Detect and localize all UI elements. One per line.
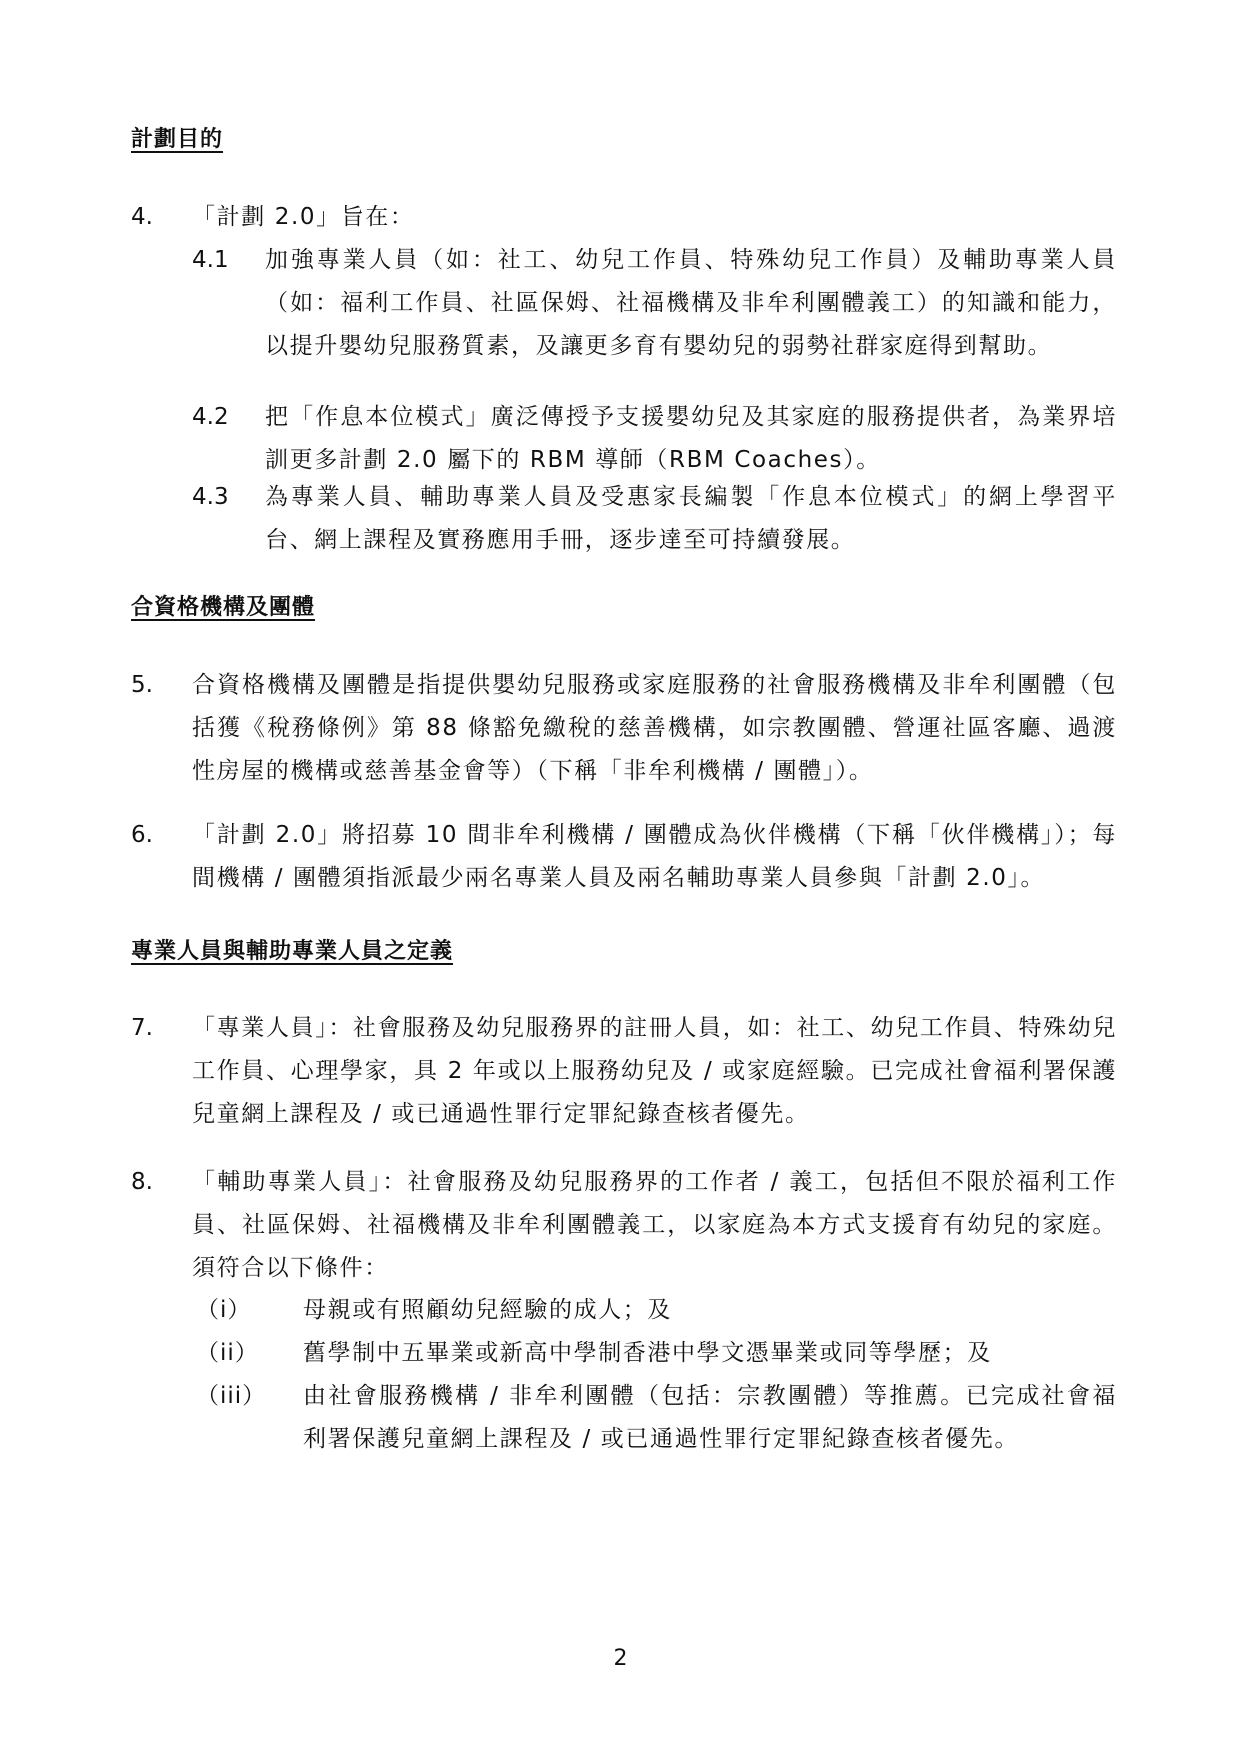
section-heading-eligible: 合資格機構及團體 [131,595,316,620]
sub-item-number-4-1: 4.1 [192,247,229,273]
item-text-8: 「輔助專業人員」：社會服務及幼兒服務界的工作者 / 義工，包括但不限於福利工作員、社區保姆、社福機構及非牟利團體義工，以家庭為本方式支援育有幼兒的家庭。須符合以下條件： [192,1169,1117,1281]
condition-text-ii: 舊學制中五畢業或新高中學制香港中學文憑畢業或同等學歷；及 [303,1340,992,1366]
section-heading-purpose: 計劃目的 [131,127,224,152]
item-text-7: 「專業人員」：社會服務及幼兒服務界的註冊人員，如：社工、幼兒工作員、特殊幼兒工作員、心理學家，具 2 年或以上服務幼兒及 / 或家庭經驗。已完成社會福利署保護兒童網上課程及 / 或已通過性罪行定罪紀錄查核者優先。 [192,1015,1117,1127]
condition-number-ii: （ii） [196,1340,259,1366]
item-number-5: 5. [131,672,153,698]
sub-item-text-4-1: 加強專業人員（如：社工、幼兒工作員、特殊幼兒工作員）及輔助專業人員（如：福利工作員、社區保姆、社福機構及非牟利團體義工）的知識和能力，以提升嬰幼兒服務質素，及讓更多育有嬰幼兒的弱勢社群家庭得到幫助。 [265,247,1117,359]
section-heading-definitions: 專業人員與輔助專業人員之定義 [131,939,454,964]
sub-item-number-4-3: 4.3 [192,484,229,510]
condition-text-iii: 由社會服務機構 / 非牟利團體（包括：宗教團體）等推薦。已完成社會福利署保護兒童網上課程及 / 或已通過性罪行定罪紀錄查核者優先。 [303,1383,1117,1452]
item-text-4: 「計劃 2.0」旨在： [192,204,415,230]
condition-number-i: （i） [196,1297,252,1323]
item-number-7: 7. [131,1015,153,1041]
condition-number-iii: （iii） [196,1383,267,1409]
item-number-8: 8. [131,1169,153,1195]
item-number-4: 4. [131,204,153,230]
condition-text-i: 母親或有照顧幼兒經驗的成人；及 [303,1297,672,1323]
item-number-6: 6. [131,822,153,848]
item-text-6: 「計劃 2.0」將招募 10 間非牟利機構 / 團體成為伙伴機構（下稱「伙伴機構」）；每間機構 / 團體須指派最少兩名專業人員及兩名輔助專業人員參與「計劃 2.0」。 [192,822,1117,891]
sub-item-number-4-2: 4.2 [192,404,229,430]
page-number: 2 [613,1646,628,1671]
sub-item-text-4-3: 為專業人員、輔助專業人員及受惠家長編製「作息本位模式」的網上學習平台、網上課程及實務應用手冊，逐步達至可持續發展。 [265,484,1117,553]
item-text-5: 合資格機構及團體是指提供嬰幼兒服務或家庭服務的社會服務機構及非牟利團體（包括獲《稅務條例》第 88 條豁免繳稅的慈善機構，如宗教團體、營運社區客廳、過渡性房屋的機構或慈善基金會等）（下稱「非牟利機構 / 團體」）。 [192,672,1117,784]
sub-item-text-4-2: 把「作息本位模式」廣泛傳授予支援嬰幼兒及其家庭的服務提供者，為業界培訓更多計劃 2.0 屬下的 RBM 導師（RBM Coaches）。 [265,404,1117,473]
